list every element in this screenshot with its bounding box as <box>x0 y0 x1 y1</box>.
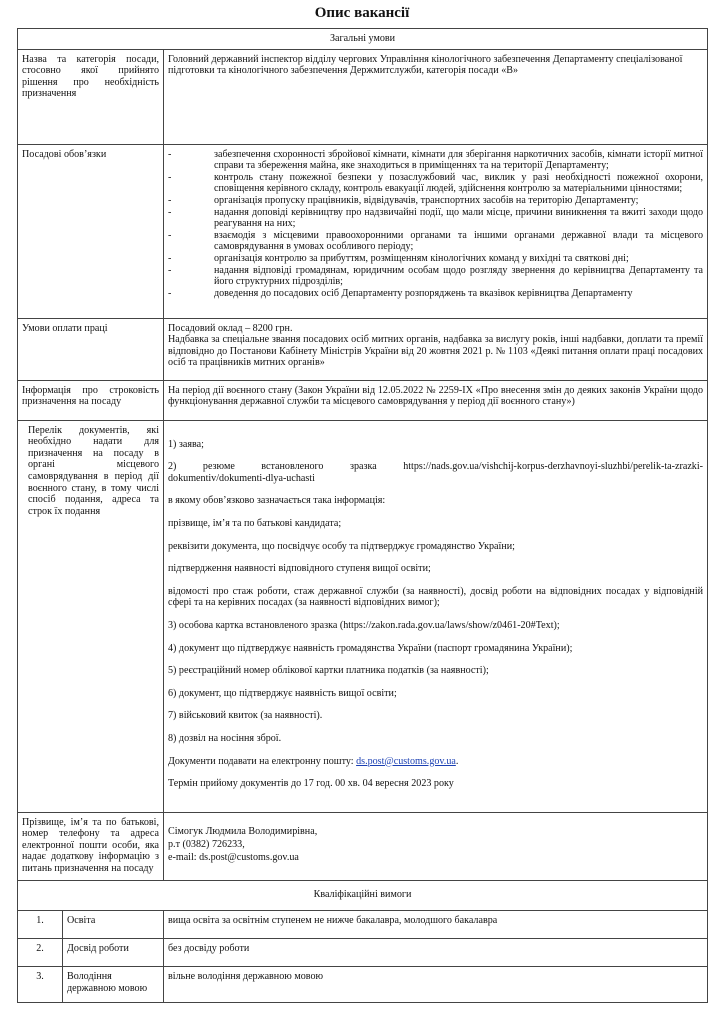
duty-item: - організація контролю за прибуттям, розміщенням кінологічних команд у вихідні та святкові дні; <box>168 252 629 264</box>
document-item: підтвердження наявності відповідного ступеня вищої освіти; <box>168 563 431 575</box>
duty-item: - доведення до посадових осіб Департаменту розпоряджень та вказівок керівництва Департаменту <box>168 287 633 299</box>
document-item: 4) документ що підтверджує наявність громадянства України (паспорт громадянина України); <box>168 642 573 654</box>
qualification-value: вища освіта за освітнім ступенем не нижче бакалавра, молодшого бакалавра <box>164 911 708 939</box>
qualification-row <box>18 911 708 939</box>
duty-item: - контроль стану пожежної безпеки у позаслужбовий час, виклик у разі необхідності пожежної охорони, сповіщення керівного складу, контроль евакуації людей, здійснення контролю за матеріальними цінностями; <box>168 171 704 195</box>
contact-label: Прізвище, ім’я та по батькові, номер телефону та адреса електронної пошти особи, яка надає додаткову інформацію з питань призначення на посаду <box>18 812 164 880</box>
document-item: реквізити документа, що посвідчує особу та підтверджує громадянство України; <box>168 540 515 552</box>
contact-info <box>164 812 708 880</box>
position-value: Головний державний інспектор відділу чергових Управління кінологічного забезпечення Департаменту спеціалізованої підготовки та кінологічного забезпечення Держмитслужби, категорія посади «В» <box>164 49 708 144</box>
contact-phone: р.т (0382) 726233, <box>168 838 245 850</box>
general-header-row <box>18 29 708 50</box>
qualification-value: без досвіду роботи <box>164 939 708 967</box>
contact-name: Сімогук Людмила Володимирівна, <box>168 825 318 837</box>
documents-label: Перелік документів, які необхідно надати для призначення на посаду в органі місцевого самоврядування в період дії воєнного стану, в тому числі спосіб подання, адреса та строк їх подання <box>18 420 164 812</box>
document-item: 7) військовий квиток (за наявності). <box>168 710 323 722</box>
salary-label: Умови оплати праці <box>18 318 164 380</box>
document-item: 2) резюме встановленого зразка https://nads.gov.ua/vishchij-korpus-derzhavnoyi-sluzhbi/perelik-ta-zrazki-dokumentiv/dokumenti-dlya-uchasti <box>168 461 704 484</box>
salary-allowances: Надбавка за спеціальне звання посадових осіб митних органів, надбавка за вислугу років, інші надбавки, доплати та премії відповідно до Постанови Кабінету Міністрів України від 20 жовтня 2021 р. № 1103 «Деякі питання оплати праці посадових осіб та працівників митних органів» <box>168 334 704 369</box>
duties-row <box>18 144 708 318</box>
contact-email: e-mail: ds.post@customs.gov.ua <box>168 851 299 863</box>
qualification-number: 1. <box>18 911 63 939</box>
document-item: 8) дозвіл на носіння зброї. <box>168 732 282 744</box>
qualification-value: вільне володіння державною мовою <box>164 967 708 1003</box>
duty-item: - надання доповіді керівництву про надзвичайні події, що мали місце, причини виникнення та вжиті заходи щодо реагування на них; <box>168 206 704 230</box>
qualification-name: Освіта <box>63 911 164 939</box>
document-item: 5) реєстраційний номер облікової картки платника податків (за наявності); <box>168 665 489 677</box>
qualification-name: Володіння державною мовою <box>63 967 164 1003</box>
contact-row <box>18 812 708 880</box>
qualifications-header-row <box>18 880 708 911</box>
documents-row <box>18 420 708 812</box>
document-item: 3) особова картка встановленого зразка (https://zakon.rada.gov.ua/laws/show/z0461-20#Text); <box>168 619 560 631</box>
term-row <box>18 380 708 420</box>
document-item: відомості про стаж роботи, стаж державної служби (за наявності), досвід роботи на відповідних посадах у відповідній сфері та на керівних посадах (за наявності відповідних вимог); <box>168 585 704 609</box>
document-item: 6) документ, що підтверджує наявність вищої освіти; <box>168 687 397 699</box>
base-salary: Посадовий оклад – 8200 грн. <box>168 322 293 334</box>
qualification-row <box>18 939 708 967</box>
duty-item: - забезпечення схоронності збройової кімнати, кімнати для зберігання наркотичних засобів, кімнати історії митної справи та збереження майна, яке знаходиться в приміщеннях та на території Департаменту; <box>168 148 704 172</box>
document-item: 1) заява; <box>168 438 204 450</box>
document-item: в якому обов’язково зазначається така інформація: <box>168 495 386 507</box>
qualification-number: 2. <box>18 939 63 967</box>
duties-list <box>164 144 708 318</box>
documents-list <box>164 420 708 812</box>
duty-item: - організація пропуску працівників, відвідувачів, транспортних засобів на територію Департаменту; <box>168 194 639 206</box>
position-row <box>18 49 708 144</box>
term-value: На період дії воєнного стану (Закон України від 12.05.2022 № 2259-IX «Про внесення змін до деяких законів України щодо функціонування державної служби та місцевого самоврядування у період дії воєнного стану») <box>164 380 708 420</box>
qualification-name: Досвід роботи <box>63 939 164 967</box>
deadline-info: Термін прийому документів до 17 год. 00 хв. 04 вересня 2023 року <box>168 778 454 790</box>
duty-item: - надання відповіді громадянам, юридичним особам щодо розгляду звернення до керівництва Департаменту та його структурних підрозділів; <box>168 264 704 288</box>
qualification-number: 3. <box>18 967 63 1003</box>
duty-item: - взаємодія з місцевими правоохоронними органами та іншими органами державної влади та місцевого самоврядування в умовах особливого періоду; <box>168 229 704 253</box>
general-conditions-header: Загальні умови <box>18 29 708 50</box>
document-item: прізвище, ім’я та по батькові кандидата; <box>168 517 342 529</box>
salary-value <box>164 318 708 380</box>
position-label: Назва та категорія посади, стосовно якої прийнято рішення про необхідність призначення <box>18 49 164 144</box>
qualification-row <box>18 967 708 1003</box>
document-title: Опис вакансії <box>314 5 410 21</box>
duties-label: Посадові обов’язки <box>18 144 164 318</box>
submission-email-link[interactable]: ds.post@customs.gov.ua <box>356 755 456 767</box>
term-label: Інформація про строковість призначення на посаду <box>18 380 164 420</box>
qualifications-header: Кваліфікаційні вимоги <box>18 880 708 911</box>
submission-info: Документи подавати на електронну пошту: ds.post@customs.gov.ua. <box>168 755 459 767</box>
vacancy-table <box>17 28 708 1003</box>
salary-row <box>18 318 708 380</box>
